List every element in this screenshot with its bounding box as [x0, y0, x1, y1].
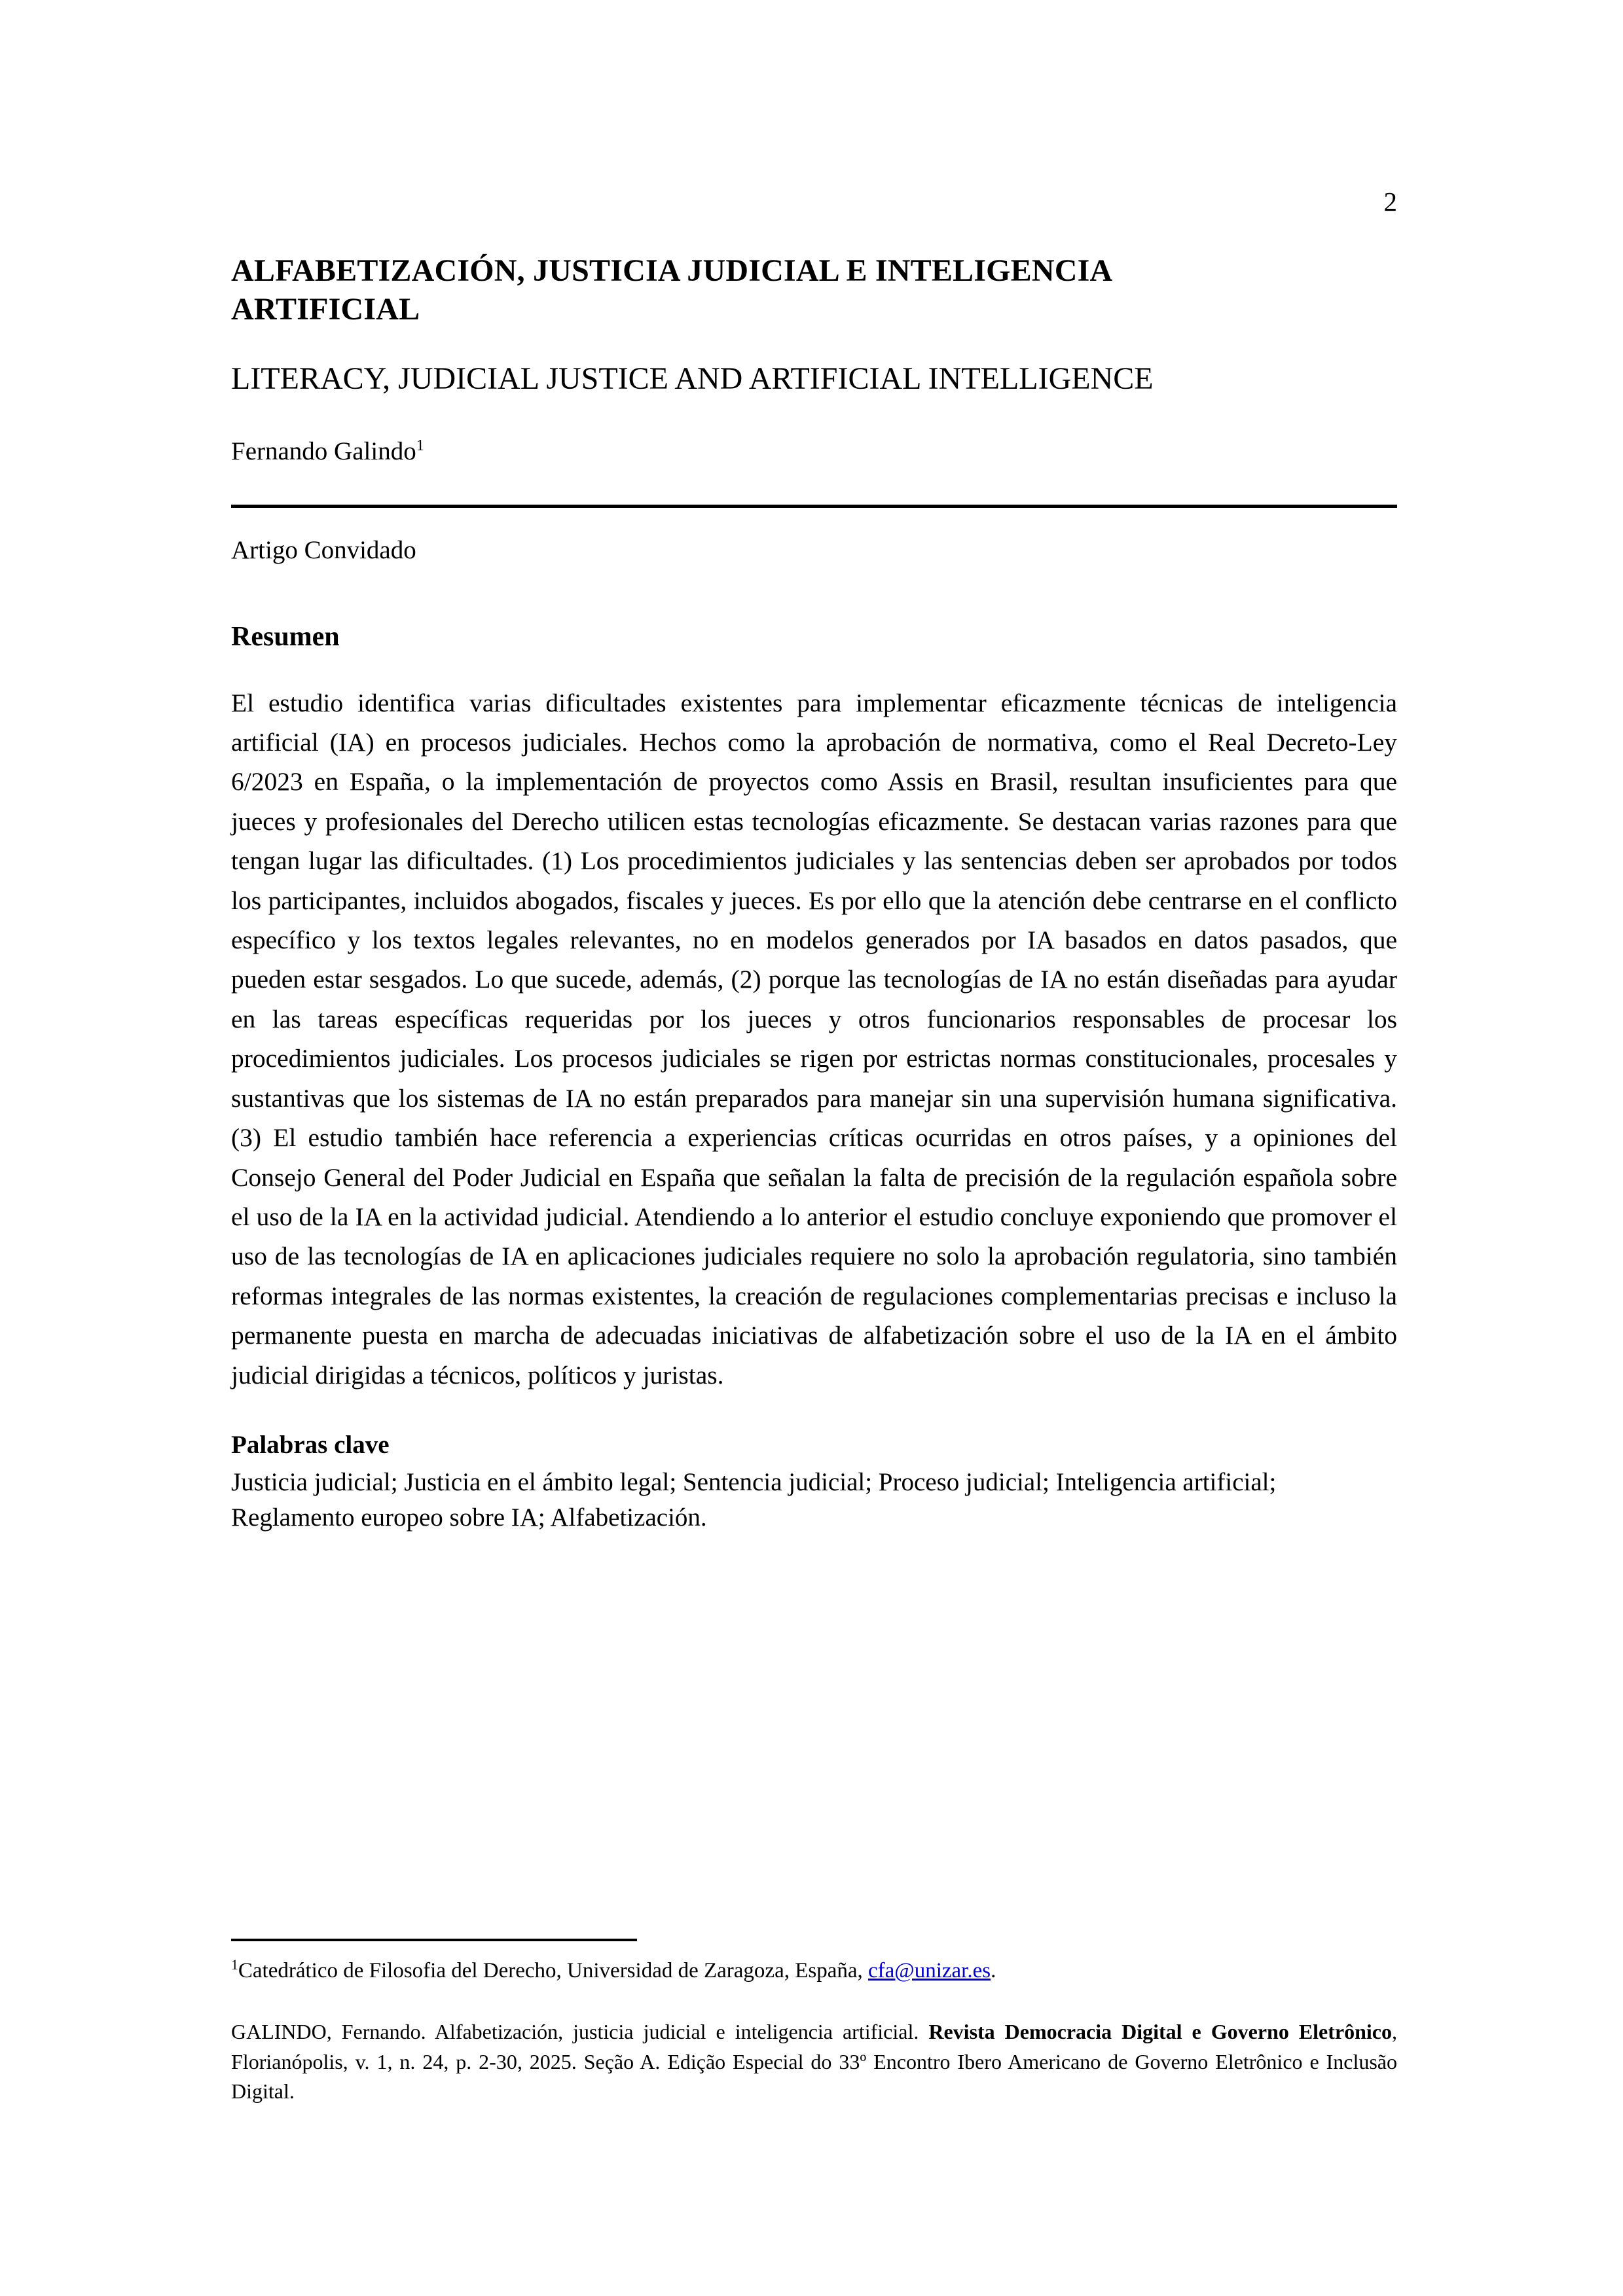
- page-title-english: LITERACY, JUDICIAL JUSTICE AND ARTIFICIAL INTELLIGENCE: [231, 361, 1154, 397]
- keywords-heading: Palabras clave: [231, 1431, 390, 1460]
- citation-author-title: GALINDO, Fernando. Alfabetización, justicia judicial e inteligencia artificial.: [231, 2020, 929, 2044]
- page-number: 2: [1383, 187, 1397, 217]
- footnote-area: [231, 1939, 1397, 2107]
- citation-block: [231, 1986, 1397, 2106]
- author-byline: [231, 399, 1397, 469]
- footnote-marker: 1: [231, 1957, 238, 1973]
- page-title-spanish: ALFABETIZACIÓN, JUSTICIA JUDICIAL E INTELIGENCIA ARTIFICIAL: [231, 253, 1111, 327]
- footnote-author-affiliation: [231, 1941, 1397, 1986]
- keywords-list: Justicia judicial; Justicia en el ámbito legal; Sentencia judicial; Proceso judicial; Inteligencia artificial; Reglamento europeo sobre IA; Alfabetización.: [231, 1467, 1277, 1532]
- citation-details: , Florianópolis, v. 1, n. 24, p. 2-30, 2025. Seção A. Edição Especial do 33º Encontro Ibero Americano de Governo Eletrônico e Inclusão Digital.: [231, 2020, 1398, 2104]
- author-email-link[interactable]: cfa@unizar.es: [868, 1959, 991, 1982]
- author-footnote-marker: 1: [416, 436, 424, 454]
- footnote-text: Catedrático de Filosofia del Derecho, Universidad de Zaragoza, España,: [238, 1959, 869, 1982]
- article-type-label: Artigo Convidado: [231, 536, 416, 565]
- abstract-body: El estudio identifica varias dificultades existentes para implementar eficazmente técnicas de inteligencia artificial (IA) en procesos judiciales. Hechos como la aprobación de normativa, como el Real Decreto-Ley 6/2023 en España, o la implementación de proyectos como Assis en Brasil, resultan insuficientes para que jueces y profesionales del Derecho utilicen estas tecnologías eficazmente. Se destacan varias razones para que tengan lugar las dificultades. (1) Los procedimientos judiciales y las sentencias deben ser aprobados por todos los participantes, incluidos abogados, fiscales y jueces. Es por ello que la atención debe centrarse en el conflicto específico y los textos legales relevantes, no en modelos generados por IA basados en datos pasados, que pueden estar sesgados. Lo que sucede, además, (2) porque las tecnologías de IA no están diseñadas para ayudar en las tareas específicas requeridas por los jueces y otros funcionarios responsables de procesar los procedimientos judiciales. Los procesos judiciales se rigen por estrictas normas constitucionales, procesales y sustantivas que los sistemas de IA no están preparados para manejar sin una supervisión humana significativa. (3) El estudio también hace referencia a experiencias críticas ocurridas en otros países, y a opiniones del Consejo General del Poder Judicial en España que señalan la falta de precisión de la regulación española sobre el uso de la IA en la actividad judicial. Atendiendo a lo anterior el estudio concluye exponiendo que promover el uso de las tecnologías de IA en aplicaciones judiciales requiere no solo la aprobación regulatoria, sino también reformas integrales de las normas existentes, la creación de regulaciones complementarias precisas e incluso la permanente puesta en marcha de adecuadas iniciativas de alfabetización sobre el uso de la IA en el ámbito judicial dirigidas a técnicos, políticos y juristas.: [231, 688, 1397, 1390]
- citation-journal-name: Revista Democracia Digital e Governo Eletrônico: [928, 2020, 1393, 2044]
- author-name: Fernando Galindo: [231, 437, 416, 465]
- abstract-heading: Resumen: [231, 622, 340, 653]
- article-content: [231, 0, 1397, 1535]
- footnote-text-end: .: [991, 1959, 996, 1982]
